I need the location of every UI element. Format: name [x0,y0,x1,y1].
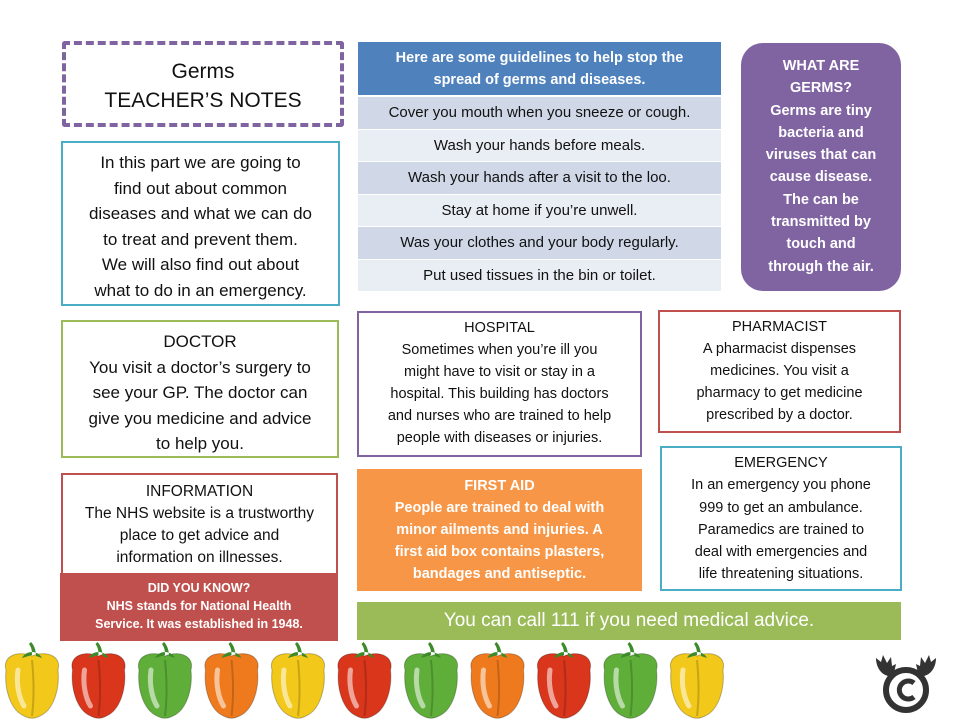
pharmacist-line: A pharmacist dispenses [702,341,857,357]
germs-line: cause disease. [769,169,873,186]
emergency-heading: EMERGENCY [734,455,828,471]
guidelines-header [358,42,721,95]
germs-line: The can be [783,191,859,208]
guideline-item: Stay at home if you’re unwell. [358,195,721,228]
guidelines-header-line: Here are some guidelines to help stop the [395,50,684,66]
intro-box [61,141,340,306]
doctor-heading: DOCTOR [163,332,237,351]
emergency-line: deal with emergencies and [694,544,868,561]
doctor-line: give you medicine and advice [88,408,312,428]
did-you-know-line: NHS stands for National Health [106,599,292,613]
guideline-item: Wash your hands after a visit to the loo. [358,162,721,195]
germs-line: bacteria and [778,124,864,141]
intro-line: to treat and prevent them. [103,229,298,249]
emergency-line: In an emergency you phone [691,477,871,494]
did-you-know-heading: DID YOU KNOW? [147,581,251,595]
first-aid-line: minor ailments and injuries. A [396,522,603,538]
bell-pepper-icon [271,642,324,718]
germs-line: through the air. [768,258,874,275]
guidelines-header-line: spread of germs and diseases. [433,72,646,88]
hospital-line: people with diseases or injuries. [396,430,603,446]
first-aid-heading: FIRST AID [464,478,535,494]
first-aid-line: first aid box contains plasters, [394,544,605,560]
germs-line: WHAT ARE [782,58,860,74]
pharmacist-line: pharmacy to get medicine [696,385,863,401]
doctor-line: to help you. [156,434,244,453]
bell-pepper-icon [205,642,258,718]
call-111-text: You can call 111 if you need medical advice. [443,610,815,631]
first-aid-line: People are trained to deal with [394,500,605,516]
pharmacist-heading: PHARMACIST [731,319,828,335]
bell-pepper-icon [670,642,723,718]
intro-line: what to do in an emergency. [94,280,307,300]
doctor-box [61,320,339,458]
bell-pepper-icon [72,642,125,718]
did-you-know-box [60,573,338,641]
bell-pepper-icon [338,642,391,718]
first-aid-box [357,469,642,591]
emergency-line: 999 to get an ambulance. [699,499,863,516]
title-box [62,41,344,127]
doctor-line: You visit a doctor’s surgery to [89,357,311,377]
information-box [61,473,338,573]
pharmacist-line: prescribed by a doctor. [706,407,853,423]
what-are-germs-box [741,43,901,291]
intro-line: diseases and what we can do [88,204,313,223]
guideline-item: Put used tissues in the bin or toilet. [358,260,721,293]
bell-pepper-icon [471,642,524,718]
pharmacist-box [658,310,901,433]
intro-line: find out about common [114,178,287,198]
hospital-box [357,311,642,457]
information-heading: INFORMATION [145,483,254,500]
emergency-box [660,446,902,591]
germs-line: transmitted by [771,214,871,231]
intro-line: We will also find out about [101,255,300,274]
germs-line: viruses that can [765,147,877,164]
hospital-line: Sometimes when you’re ill you [401,342,598,358]
first-aid-line: bandages and antiseptic. [412,566,587,582]
emergency-line: life threatening situations. [698,566,864,583]
guideline-item: Wash your hands before meals. [358,130,721,163]
germs-line: GERMS? [789,80,853,97]
bell-pepper-icon [404,642,457,718]
hospital-line: and nurses who are trained to help [387,408,612,424]
moose-copyright-logo [870,652,942,716]
pharmacist-line: medicines. You visit a [710,363,849,379]
bell-pepper-icon [138,642,191,718]
title-line-1: Germs [171,60,235,83]
germs-line: touch and [786,236,856,253]
guideline-item: Was your clothes and your body regularly. [358,227,721,260]
call-111-banner [357,602,901,640]
bell-pepper-icon [604,642,657,718]
intro-line: In this part we are going to [100,153,301,172]
hospital-line: might have to visit or stay in a [404,364,595,380]
hospital-line: hospital. This building has doctors [390,386,609,402]
title-line-2: TEACHER’S NOTES [104,89,302,112]
information-line: place to get advice and [119,527,280,544]
information-line: The NHS website is a trustworthy [84,505,315,522]
did-you-know-line: Service. It was established in 1948. [95,617,303,631]
bell-pepper-icon [537,642,590,718]
hospital-heading: HOSPITAL [464,320,535,336]
germs-line: Germs are tiny [770,102,872,119]
bell-pepper-icon [5,642,58,718]
emergency-line: Paramedics are trained to [697,521,865,538]
guidelines-list [358,97,721,292]
information-line: information on illnesses. [116,549,283,566]
guideline-item: Cover you mouth when you sneeze or cough. [358,97,721,130]
doctor-line: see your GP. The doctor can [92,383,308,402]
pepper-border [0,640,960,720]
